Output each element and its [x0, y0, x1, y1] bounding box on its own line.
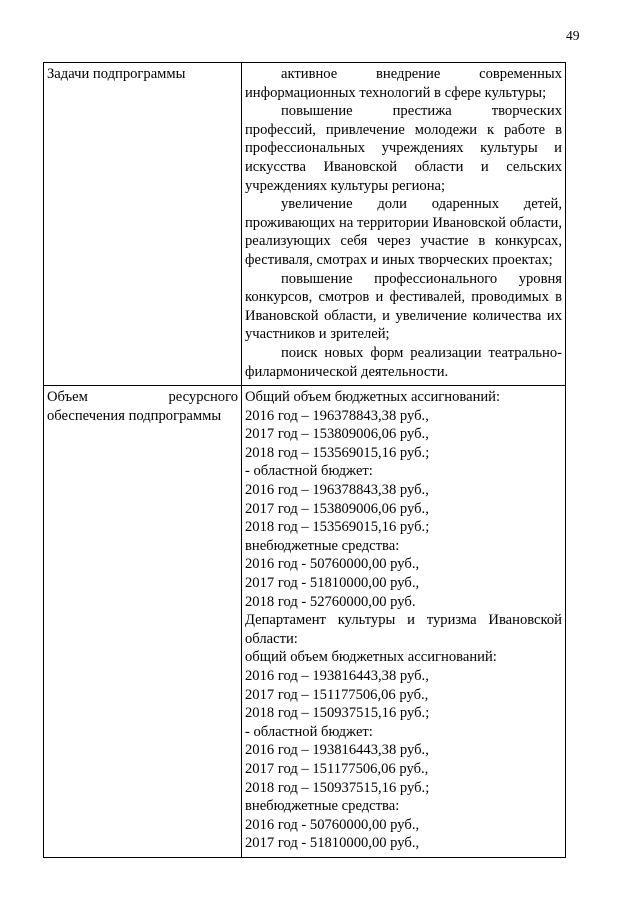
task-item: активное внедрение современных информационных технологий в сфере культуры; [245, 66, 562, 101]
passport-table [43, 62, 566, 858]
funding-line: 2016 год - 50760000,00 руб., [245, 556, 420, 573]
funding-line: 2018 год – 153569015,16 руб.; [245, 519, 430, 536]
funding-line: 2016 год - 50760000,00 руб., [245, 816, 420, 833]
row-label-cell [44, 386, 242, 858]
row-label: Объем ресурсного [47, 389, 238, 406]
funding-line: 2018 год – 150937515,16 руб.; [245, 779, 430, 796]
row-content-cell [242, 63, 566, 386]
funding-line: внебюджетные средства: [245, 798, 400, 815]
task-item: увеличение доли одаренных детей, проживающих на территории Ивановской области, реализующих себя через участие в конкурсах, фестиваля, смотрах и иных творческих проектах; [245, 196, 562, 268]
funding-line: внебюджетные средства: [245, 537, 400, 554]
funding-line: 2018 год - 52760000,00 руб. [245, 593, 416, 610]
funding-line: 2017 год – 153809006,06 руб., [245, 426, 429, 443]
funding-line: 2018 год – 150937515,16 руб.; [245, 705, 430, 722]
row-label-cell [44, 63, 242, 386]
task-item: повышение профессионального уровня конкурсов, смотров и фестивалей, проводимых в Ивановской области, и увеличение количества их участников и зрителей; [245, 270, 562, 343]
funding-line: 2017 год - 51810000,00 руб., [245, 575, 420, 592]
funding-line: 2017 год – 151177506,06 руб., [245, 760, 429, 777]
task-item: поиск новых форм реализации театрально-филармонической деятельности. [245, 344, 562, 380]
row-label: Задачи подпрограммы [47, 66, 186, 82]
funding-line: 2017 год – 153809006,06 руб., [245, 500, 429, 517]
funding-line: 2017 год - 51810000,00 руб., [245, 835, 420, 852]
funding-line: - областной бюджет: [245, 463, 373, 480]
funding-line: 2016 год – 196378843,38 руб., [245, 482, 429, 499]
funding-line: 2016 год – 196378843,38 руб., [245, 407, 429, 424]
funding-line: 2017 год – 151177506,06 руб., [245, 686, 429, 703]
funding-line: 2018 год – 153569015,16 руб.; [245, 444, 430, 461]
page-number: 49 [566, 28, 580, 43]
row-label: обеспечения подпрограммы [47, 407, 222, 424]
table-row-tasks [44, 63, 566, 386]
funding-line: 2016 год – 193816443,38 руб., [245, 742, 429, 759]
funding-line: Общий объем бюджетных ассигнований: [245, 389, 501, 406]
table-row-funding [44, 386, 566, 858]
funding-line: Департамент культуры и туризма Ивановской области: [245, 612, 562, 647]
funding-line: 2016 год – 193816443,38 руб., [245, 668, 429, 684]
funding-line: - областной бюджет: [245, 723, 373, 740]
row-content-cell [242, 386, 566, 858]
funding-line: общий объем бюджетных ассигнований: [245, 649, 497, 666]
task-item: повышение престижа творческих профессий, привлечение молодежи к работе в профессиональных учреждениях культуры и искусства Ивановской области и сельских учреждениях культуры региона; [245, 103, 562, 194]
